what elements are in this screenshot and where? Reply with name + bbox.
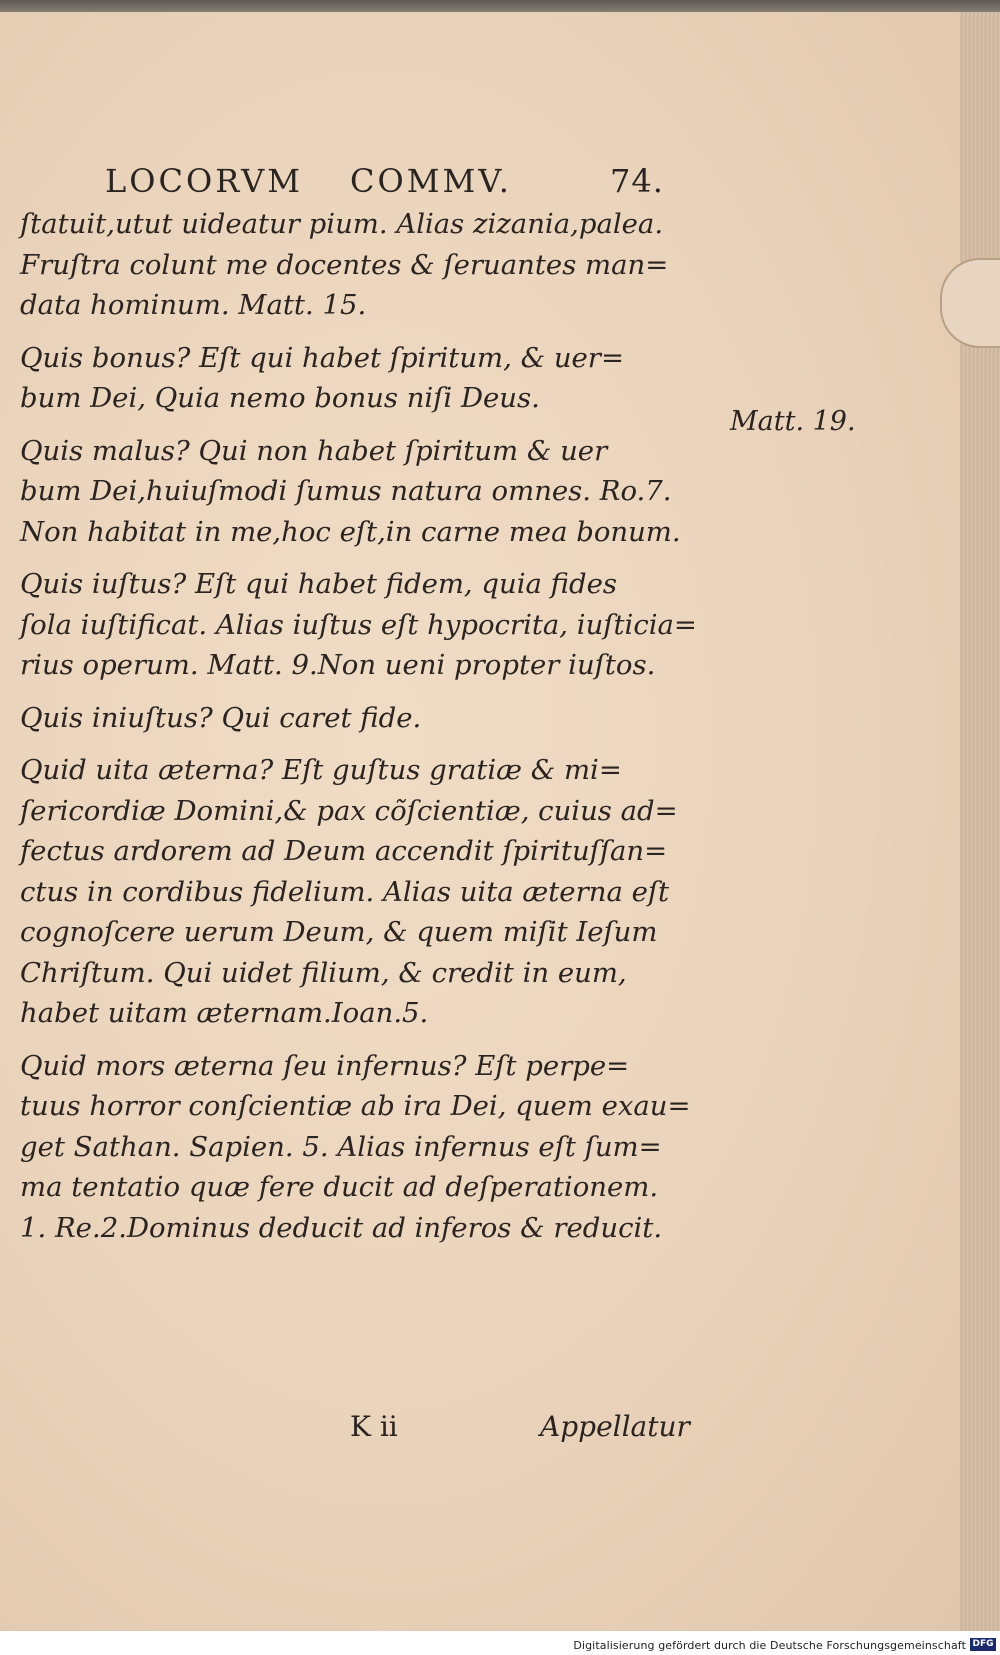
text-line: cognoſcere uerum Deum, & quem miſit Ieſum bbox=[20, 916, 658, 948]
text-line: bum Dei,huiuſmodi ſumus natura omnes. Ro.7. bbox=[20, 475, 672, 507]
catchword: Appellatur bbox=[540, 1410, 690, 1443]
text-line: Fruſtra colunt me docentes & ſeruantes man= bbox=[20, 248, 669, 281]
text-line: Quid uita æterna? Eſt guſtus gratiæ & mi= bbox=[20, 754, 622, 786]
text-line: 1. Re.2.Dominus deducit ad inferos & reducit. bbox=[20, 1211, 663, 1244]
credit-bar bbox=[0, 1631, 1000, 1655]
text-line: rius operum. Matt. 9.Non ueni propter iuſtos. bbox=[20, 649, 656, 681]
page-footer bbox=[20, 1410, 710, 1454]
text-line: ſericordiæ Domini,& pax cõſcientiæ, cuius ad= bbox=[20, 794, 678, 827]
text-line: Quis iuſtus? Eſt qui habet fidem, quia fides bbox=[20, 568, 617, 600]
text-line: Non habitat in me,hoc eſt,in carne mea bonum. bbox=[20, 515, 681, 548]
margin-note: Matt. 19. bbox=[730, 406, 856, 437]
text-line: Chriſtum. Qui uidet filium, & credit in eum, bbox=[20, 956, 627, 989]
folio-number: 74. bbox=[610, 162, 664, 200]
text-line: Quis iniuſtus? Qui caret fide. bbox=[20, 701, 422, 734]
text-line: fectus ardorem ad Deum accendit ſpirituſſan= bbox=[20, 835, 668, 867]
text-line: Quis bonus? Eſt qui habet ſpiritum, & uer= bbox=[20, 341, 624, 374]
text-line: ſtatuit,utut uideatur pium. Alias zizania,palea. bbox=[20, 208, 664, 240]
text-line: ma tentatio quæ fere ducit ad deſperationem. bbox=[20, 1171, 659, 1203]
text-line: habet uitam æternam.Ioan.5. bbox=[20, 997, 429, 1029]
dfg-logo: DFG bbox=[970, 1638, 996, 1651]
header-left: LOCORVM bbox=[105, 162, 304, 200]
header-center: COMMV. bbox=[350, 162, 512, 200]
text-line: Quid mors æterna ſeu infernus? Eſt perpe= bbox=[20, 1049, 630, 1082]
text-line: ctus in cordibus fidelium. Alias uita æterna eſt bbox=[20, 875, 670, 908]
text-line: get Sathan. Sapien. 5. Alias infernus eſt ſum= bbox=[20, 1130, 662, 1163]
page-stack-edge bbox=[960, 12, 1000, 1632]
signature-mark: K ii bbox=[350, 1410, 398, 1443]
text-line: Quis malus? Qui non habet ſpiritum & uer bbox=[20, 434, 608, 467]
text-line: data hominum. Matt. 15. bbox=[20, 289, 367, 321]
text-line: ſola iuſtificat. Alias iuſtus eſt hypocrita, iuſticia= bbox=[20, 608, 697, 641]
funding-credit: Digitalisierung gefördert durch die Deutsche Forschungsgemeinschaft bbox=[573, 1639, 966, 1652]
running-header bbox=[20, 162, 710, 204]
page-text bbox=[20, 162, 710, 1248]
text-line: tuus horror conſcientiæ ab ira Dei, quem exau= bbox=[20, 1090, 691, 1122]
text-line: bum Dei, Quia nemo bonus niſi Deus. bbox=[20, 382, 540, 414]
